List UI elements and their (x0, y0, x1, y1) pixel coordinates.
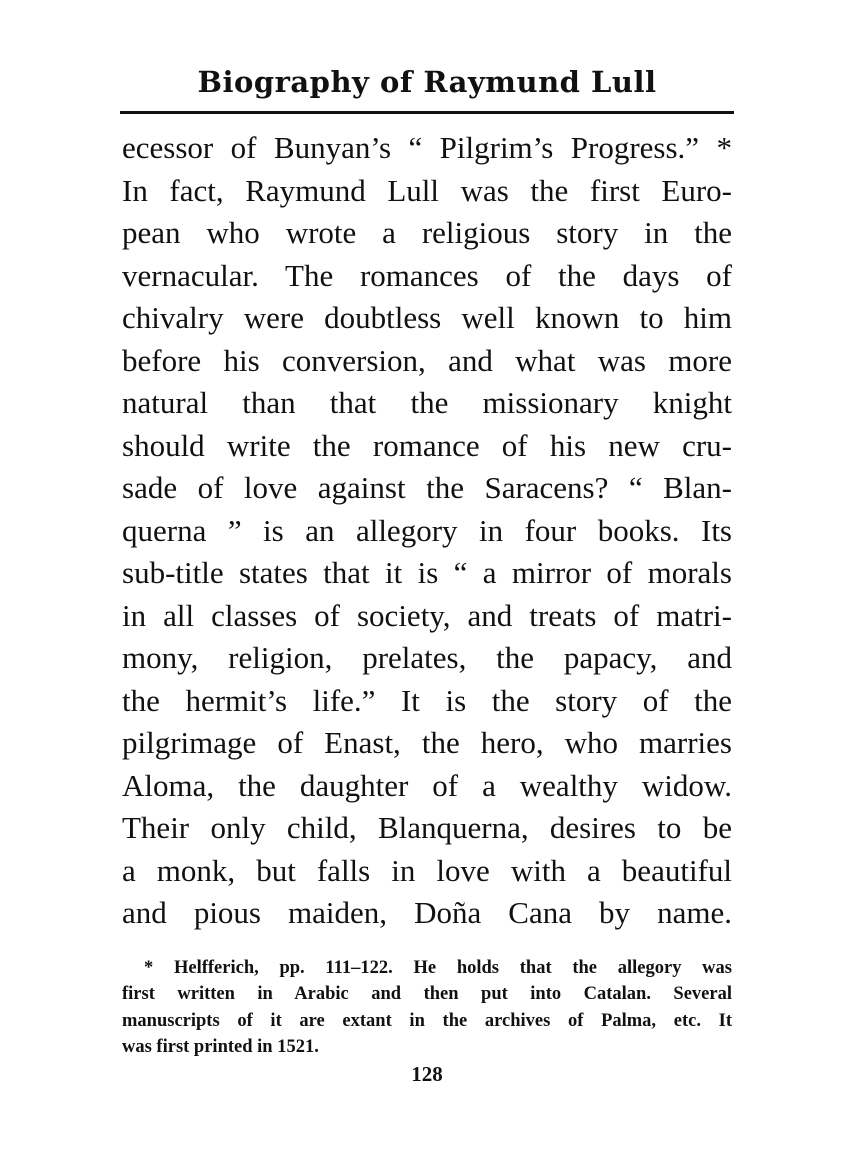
footnote-line: was first printed in 1521. (122, 1036, 319, 1057)
footnote (122, 955, 732, 1060)
body-line: pilgrimage of Enast, the hero, who marries (122, 725, 732, 760)
body-line: a monk, but falls in love with a beautiful (122, 852, 732, 888)
body-line: should write the romance of his new cru- (122, 427, 732, 463)
header-rule (120, 111, 734, 114)
body-line: Aloma, the daughter of a wealthy widow. (122, 767, 732, 803)
body-line: before his conversion, and what was more (122, 342, 732, 378)
page-number: 128 (411, 1062, 443, 1086)
body-line: querna ” is an allegory in four books. Its (122, 512, 732, 548)
body-line: ecessor of Bunyan’s “ Pilgrim’s Progress.” * (122, 130, 732, 165)
body-line: Their only child, Blanquerna, desires to be (122, 810, 732, 845)
body-line: vernacular. The romances of the days of (122, 257, 732, 293)
body-line: in all classes of society, and treats of matri- (122, 597, 732, 633)
body-line: the hermit’s life.” It is the story of the (122, 682, 732, 718)
running-head: Biography of Raymund Lull (197, 65, 657, 99)
body-text (122, 127, 732, 935)
footnote-line: manuscripts of it are extant in the archives of Palma, etc. It (122, 1010, 732, 1031)
body-line: sade of love against the Saracens? “ Blan- (122, 470, 732, 505)
body-line: chivalry were doubtless well known to him (122, 300, 732, 335)
footnote-line: * Helfferich, pp. 111–122. He holds that the allegory was (144, 958, 732, 978)
footnote-line: first written in Arabic and then put into Catalan. Several (122, 984, 732, 1005)
body-line: mony, religion, prelates, the papacy, and (122, 640, 732, 675)
body-line: natural than that the missionary knight (122, 385, 732, 420)
body-line: In fact, Raymund Lull was the first Euro- (122, 172, 732, 208)
body-line: sub-title states that it is “ a mirror of morals (122, 555, 732, 590)
body-line: pean who wrote a religious story in the (122, 215, 732, 250)
body-line: and pious maiden, Doña Cana by name. (122, 895, 732, 930)
